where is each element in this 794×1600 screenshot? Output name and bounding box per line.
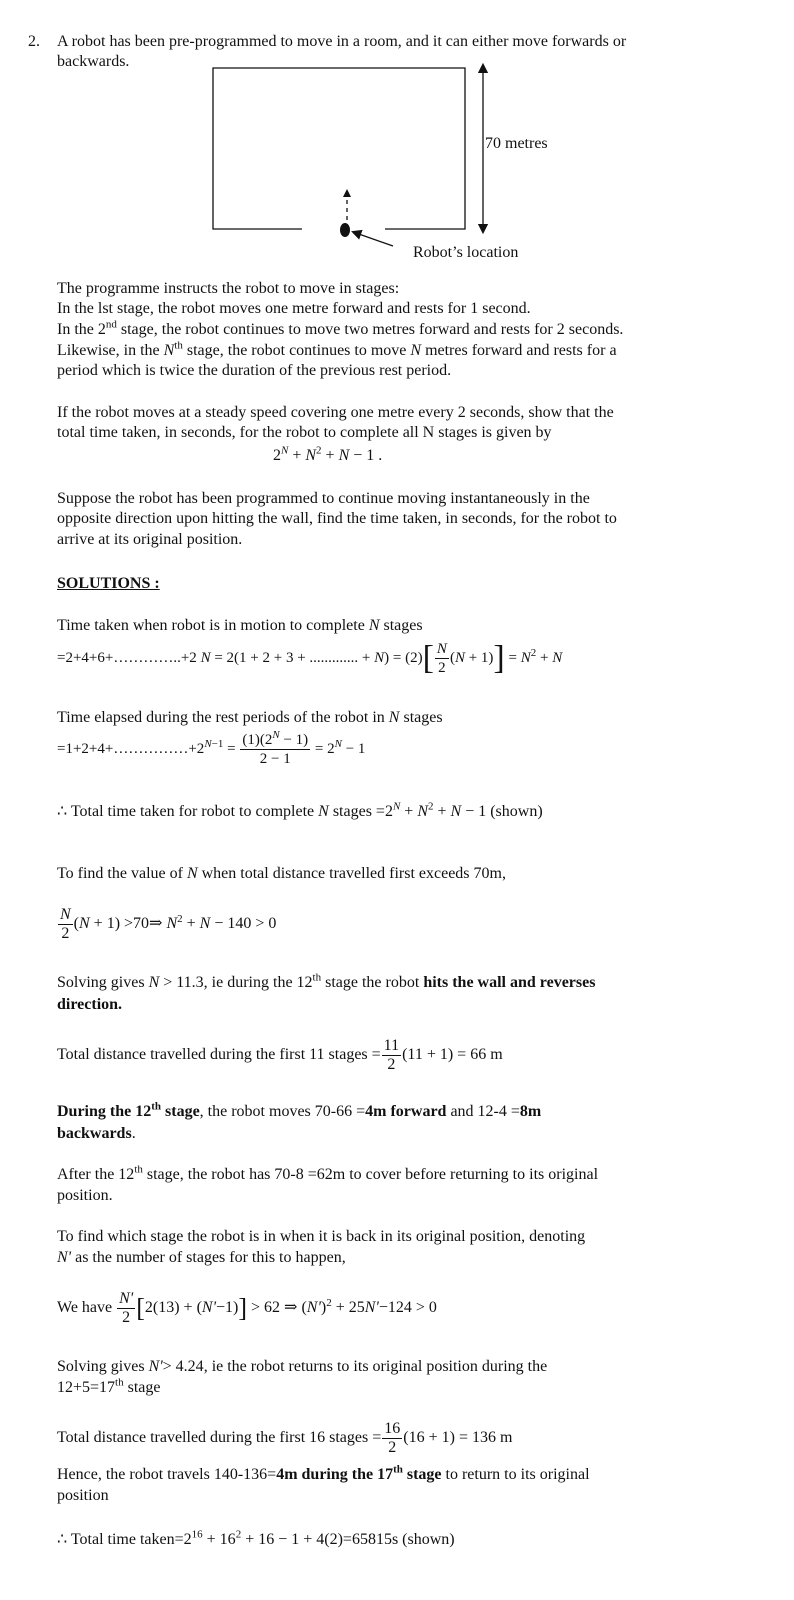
denote-line-2: N' as the number of stages for this to happen, [57, 1249, 346, 1266]
solving-line-1: Solving gives N > 11.3, ie during the 12th stage the robot hits the wall and reverses [57, 971, 596, 991]
room-diagram [200, 62, 560, 267]
part1-line-2: total time taken, in seconds, for the robot to complete all N stages is given by [57, 424, 552, 441]
part2-line-2: opposite direction upon hitting the wall, find the time taken, in seconds, for the robot to [57, 510, 617, 527]
question-line-1: A robot has been pre-programmed to move in a room, and it can either move forwards or [57, 33, 627, 50]
room-walls [213, 68, 465, 229]
part2-line-3: arrive at its original position. [57, 531, 243, 548]
programme-line-1: The programme instructs the robot to move in stages: [57, 280, 400, 297]
hence-line-2: position [57, 1487, 109, 1504]
denote-line-1: To find which stage the robot is in when it is back in its original position, denoting [57, 1228, 586, 1245]
distance-16-stages: Total distance travelled during the first 16 stages = $\frac{16}{2}$ (16 + 1) = 136 m [57, 1420, 513, 1456]
height-label: 70 metres [485, 135, 548, 152]
find-n-text: To find the value of N when total distance travelled first exceeds 70m, [57, 865, 506, 882]
after-12-line-1: After the 12th stage, the robot has 70-8 =62m to cover before returning to its original [57, 1163, 599, 1183]
robot-dot [340, 223, 350, 237]
solutions-heading: SOLUTIONS : [57, 575, 160, 592]
solving-line-1b: direction. [57, 996, 123, 1013]
part1-formula: $2^N + N^2 + N - 1$ . [273, 444, 383, 464]
programme-line-5: period which is twice the duration of the previous rest period. [57, 362, 452, 379]
hence-line-1: Hence, the robot travels 140-136=4m during the 17th stage to return to its original [57, 1463, 590, 1483]
stage-12-line-1: During the 12th stage, the robot moves 70-66 =4m forward and 12-4 =8m [57, 1100, 542, 1120]
programme-line-2: In the lst stage, the robot moves one metre forward and rests for 1 second. [57, 300, 531, 317]
question-number: 2. [28, 33, 40, 50]
inequality-1: $\frac{N}{2}$ (N + 1) >70⇒ $N^2 + N - 140 > 0$ [60, 906, 277, 942]
solving-line-2b: 12+5=17th stage [57, 1376, 161, 1396]
total-time-line: ∴ Total time taken for robot to complete N stages $=2^N + N^2 + N - 1$ (shown) [57, 800, 543, 820]
solving-line-2: Solving gives N'> 4.24, ie the robot returns to its original position during the [57, 1358, 548, 1375]
rest-time-text: Time elapsed during the rest periods of the robot in N stages [57, 709, 443, 726]
final-answer-line: ∴ Total time $taken=2^{16} + 16^2 + 16 - 1 + 4(2)=65815s$ (shown) [57, 1528, 455, 1548]
inequality-2: We have $\frac{N'}{2}$ [2(13) + (N'−1)] > 62 ⇒ $(N')^2 + 25N'-124 > 0$ [57, 1290, 437, 1326]
part2-line-1: Suppose the robot has been programmed to continue moving instantaneously in the [57, 490, 590, 507]
robot-pointer-arrow [356, 233, 393, 246]
motion-time-formula: =2+4+6+…………..+2 N = 2(1 + 2 + 3 + ............. + N) = (2)[ $\frac{N}{2}$ $(N + 1)] = N^2 + N$ [57, 639, 563, 677]
distance-11-stages: Total distance travelled during the first 11 stages = $\frac{11}{2}$ (11 + 1) = 66 m [57, 1037, 503, 1073]
stage-12-line-2: backwards. [57, 1125, 136, 1142]
robot-location-label: Robot’s location [413, 244, 519, 261]
rest-time-formula: $=1+2+4+\dots\dots\dots\dots\dots+2^{N-1}$ = $\frac{(1)(2^N - 1)}{2 - 1}$ = $2^N - 1$ [57, 729, 366, 767]
after-12-line-2: position. [57, 1187, 113, 1204]
programme-line-4: Likewise, in the $N^{th}$ stage, the robot continues to move N metres forward and rests for a [57, 339, 617, 359]
motion-time-text: Time taken when robot is in motion to complete N stages [57, 617, 423, 634]
question-line-2: backwards. [57, 53, 130, 70]
direction-arrow-head [343, 189, 351, 197]
part1-line-1: If the robot moves at a steady speed covering one metre every 2 seconds, show that the [57, 404, 614, 421]
programme-line-3: In the 2nd stage, the robot continues to move two metres forward and rests for 2 seconds. [57, 318, 624, 338]
